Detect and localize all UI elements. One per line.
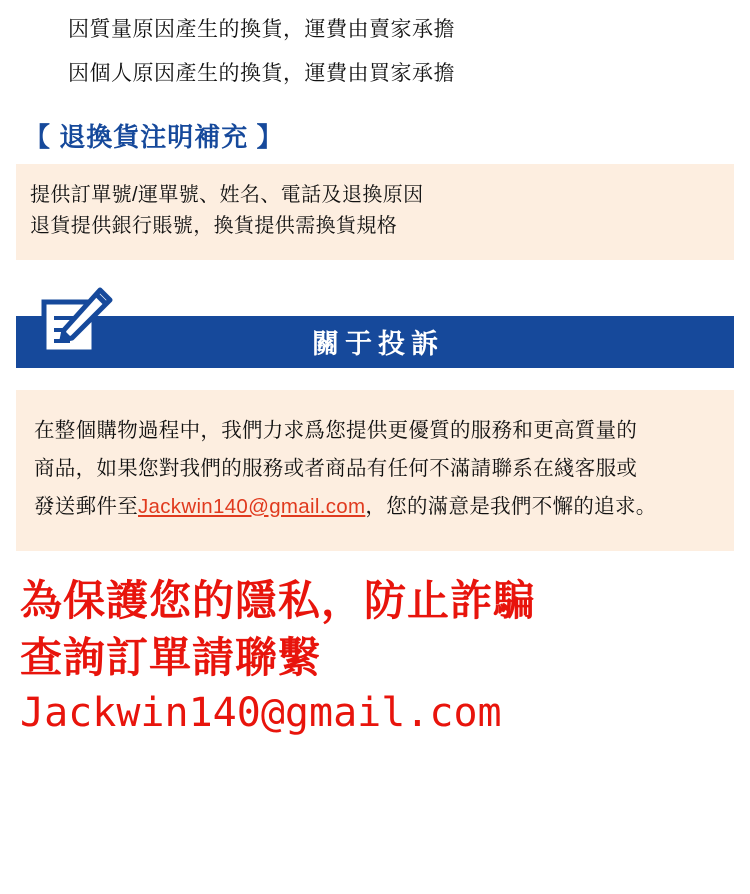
complaint-line-suffix: ，您的滿意是我們不懈的追求。 — [365, 494, 657, 518]
note-line: 提供訂單號/運單號、姓名、電話及退換原因 — [30, 183, 424, 206]
return-policy-line: 因質量原因產生的換貨，運費由賣家承擔 — [68, 18, 455, 41]
privacy-warning-line: 為保護您的隱私，防止詐騙 — [20, 577, 537, 625]
complaint-banner-bar — [16, 316, 734, 368]
privacy-warning-block — [0, 573, 750, 738]
pencil-note-icon — [38, 286, 114, 362]
support-email-link[interactable]: Jackwin140@gmail.com — [138, 494, 366, 518]
complaint-banner — [0, 302, 750, 372]
privacy-warning-email[interactable]: Jackwin140@gmail.com — [20, 689, 502, 736]
complaint-banner-title: 關于投訴 — [312, 329, 444, 360]
complaint-line: 在整個購物過程中，我們力求爲您提供更優質的服務和更高質量的 — [34, 418, 638, 442]
complaint-text-block — [16, 390, 734, 552]
note-section-heading: 【 退換貨注明補充 】 — [24, 121, 284, 152]
privacy-warning-line: 查詢訂單請聯繫 — [20, 634, 322, 682]
note-line: 退貨提供銀行賬號，換貨提供需換貨規格 — [30, 214, 398, 237]
return-policy-lines — [0, 0, 750, 89]
complaint-line-with-email — [34, 488, 716, 526]
complaint-line: 商品，如果您對我們的服務或者商品有任何不滿請聯系在綫客服或 — [34, 456, 638, 480]
return-policy-line: 因個人原因產生的換貨，運費由買家承擔 — [68, 62, 455, 86]
note-section-block — [16, 164, 734, 260]
complaint-line-prefix: 發送郵件至 — [34, 494, 138, 518]
